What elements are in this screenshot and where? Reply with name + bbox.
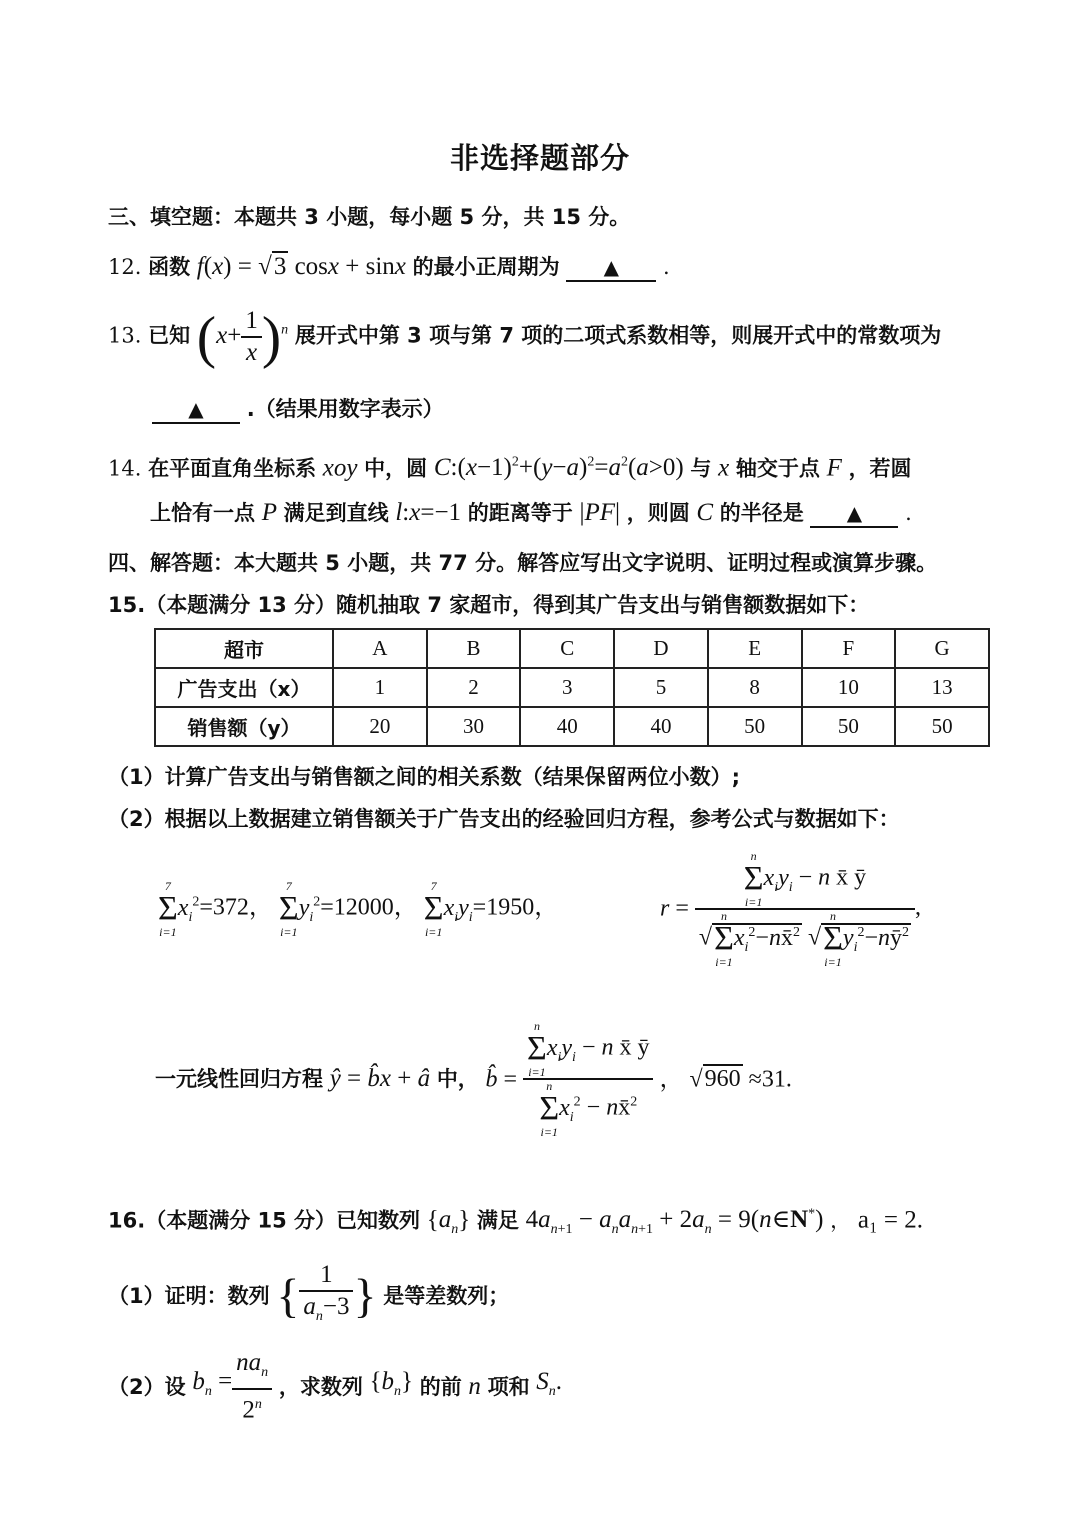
q15-part2: （2）根据以上数据建立销售额关于广告支出的经验回归方程，参考公式与数据如下： [108, 807, 900, 831]
q13-formula: (x+ $\frac{1}{x}$ )$^n$ [196, 304, 289, 369]
q13-answer-blank: ▲ [152, 396, 240, 424]
table-cell: 50 [708, 707, 802, 746]
q16-Sn: $S_n$. [536, 1367, 563, 1399]
regression-line [155, 1020, 792, 1138]
table-header-cell: A [333, 629, 427, 668]
q14-line1-end: ，若圆 [848, 456, 912, 481]
q16-sequence-a: $\{a_n\}$ [426, 1206, 471, 1238]
q14-line2-post: ，则圆 [626, 501, 690, 525]
table-cell: 10 [802, 668, 896, 707]
table-cell: 30 [427, 707, 521, 746]
q14-line1-mid: 中，圆 [364, 456, 428, 481]
table-row-x [155, 668, 989, 707]
sum-xy-value: =1950， [472, 894, 559, 921]
q13-note: .（结果用数字表示） [246, 397, 444, 421]
q16-part1-post: 是等差数列； [383, 1284, 510, 1309]
q16-part2 [108, 1348, 562, 1425]
table-cell: 50 [802, 707, 896, 746]
reg-mid: 中， [436, 1067, 479, 1092]
table-cell: 8 [708, 668, 802, 707]
table-header-cell: C [520, 629, 614, 668]
reg-pre: 一元线性回归方程 [155, 1067, 323, 1092]
regression-equation: ŷ = b̂x + â [329, 1065, 431, 1093]
q16-part1 [108, 1260, 509, 1332]
q12-answer-blank: ▲ [566, 254, 656, 282]
table-cell: 3 [520, 668, 614, 707]
q16-reciprocal-sequence: { $\frac{1}{a_n-3}$ } [276, 1281, 376, 1308]
q13-pre: 已知 [148, 323, 191, 348]
table-cell: 40 [520, 707, 614, 746]
question-12 [108, 252, 670, 282]
q14-line2-post2: 的半径是 [719, 501, 804, 525]
q14-number: 14. [108, 456, 142, 481]
q13-post: 展开式中第 3 项与第 7 项的二项式系数相等，则展开式中的常数项为 [294, 323, 942, 348]
table-cell: 2 [427, 668, 521, 707]
q14-line-eq: l:x=−1 [395, 499, 462, 526]
section-3-heading: 三、填空题：本题共 3 小题，每小题 5 分，共 15 分。 [108, 205, 631, 229]
table-cell: 50 [895, 707, 989, 746]
q14-line2-pre: 上恰有一点 [150, 501, 255, 525]
table-cell: 40 [614, 707, 708, 746]
q14-circle-equation: $C:(x-1)^2+(y-a)^2=a^2(a>0)$ [433, 454, 684, 482]
sum-y2-value: =12000， [320, 894, 418, 921]
row-label-y: 销售额（y） [155, 707, 333, 746]
table-header-cell: D [614, 629, 708, 668]
table-header-cell: G [895, 629, 989, 668]
q12-post: 的最小正周期为 [412, 255, 560, 279]
table-cell: 13 [895, 668, 989, 707]
b-hat-formula: b̂ = n Σ i=1 $x_iy_i - n$ x̄ ȳ n Σ i=1 $x_i^2$ − nx̄$^2$ ， √960 ≈31. [485, 1019, 792, 1139]
table-header-cell: F [802, 629, 896, 668]
table-header-cell: B [427, 629, 521, 668]
q16-sequence-b: $\{b_n\}$ [369, 1367, 414, 1399]
q14-xoy: xoy [322, 454, 358, 482]
q14-line2-mid2: 的距离等于 [467, 501, 573, 525]
correlation-formula: r = n Σ i=1 $x_iy_i - n$ x̄ ȳ √ n Σ i=1 $x_i^2-nx̄^2$ √ n Σ i=1 $y_i^2-nȳ^2$ , [660, 849, 922, 969]
q16-part2-end: 项和 [487, 1374, 530, 1399]
q16-intro-end: ， [830, 1208, 852, 1233]
q16-n-var: n [468, 1372, 481, 1400]
q14-x-var: x [718, 454, 730, 482]
table-row-y [155, 707, 989, 746]
q14-PF: |PF| [579, 499, 621, 526]
table-header-row [155, 629, 989, 668]
q14-line2-mid: 满足到直线 [283, 501, 389, 525]
q16-recurrence: $4a_{n+1} - a_na_{n+1} + 2a_n$ = 9(n∈N*) [525, 1206, 824, 1238]
q14-P-var: P [261, 499, 277, 526]
question-13 [108, 306, 941, 368]
q16-intro-mid: 满足 [476, 1208, 519, 1233]
question-14-line1 [108, 448, 912, 483]
q12-pre: 函数 [148, 255, 191, 279]
q14-C-var: C [696, 499, 714, 526]
question-14-line2 [150, 498, 912, 528]
sum-x2-value: =372， [199, 894, 273, 921]
table-cell: 20 [333, 707, 427, 746]
page-title: 非选择题部分 [449, 141, 630, 175]
q12-end: . [662, 255, 670, 279]
q14-F-var: F [826, 454, 842, 482]
q16-a1: a₁ = 2. [857, 1206, 924, 1234]
q15-intro: 15.（本题满分 13 分）随机抽取 7 家超市，得到其广告支出与销售额数据如下： [108, 593, 870, 617]
q14-end: . [905, 501, 912, 525]
q16-part1-pre: （1）证明：数列 [108, 1284, 270, 1309]
q16-intro [108, 1200, 923, 1245]
q16-part2-mid: ，求数列 [278, 1374, 363, 1399]
q16-intro-pre: 16.（本题满分 15 分）已知数列 [108, 1208, 421, 1233]
q13-number: 13. [108, 323, 142, 348]
q14-answer-blank: ▲ [810, 500, 898, 528]
sqrt-approx: ≈31. [748, 1066, 792, 1092]
table-header-cell: 超市 [155, 629, 333, 668]
row-label-x: 广告支出（x） [155, 668, 333, 707]
q12-formula: f(x) = √3 cosx + sinx [196, 253, 406, 280]
q14-line1-post: 与 [690, 456, 712, 481]
q15-data-table [154, 628, 990, 747]
q16-part2-pre: （2）设 [108, 1374, 186, 1399]
table-cell: 1 [333, 668, 427, 707]
table-cell: 5 [614, 668, 708, 707]
q15-reference-sums: 7 Σ i=1 $x_i^2=372$， 7 Σ i=1 $y_i^2=12000$， 7 Σ i=1 $x_iy_i=1950$， [158, 879, 559, 939]
q14-line1-post2: 轴交于点 [735, 456, 820, 481]
q16-bn-def: $b_n$ = $\frac{na_n}{2^n}$ [192, 1371, 272, 1398]
table-header-cell: E [708, 629, 802, 668]
q12-number: 12. [108, 255, 142, 279]
q14-line1-pre: 在平面直角坐标系 [148, 456, 317, 481]
q15-part1: （1）计算广告支出与销售额之间的相关系数（结果保留两位小数）; [108, 765, 741, 789]
section-4-heading: 四、解答题：本大题共 5 小题，共 77 分。解答应写出文字说明、证明过程或演算步骤。 [108, 551, 938, 575]
q16-part2-post: 的前 [419, 1374, 462, 1399]
question-13-line2 [152, 394, 444, 424]
